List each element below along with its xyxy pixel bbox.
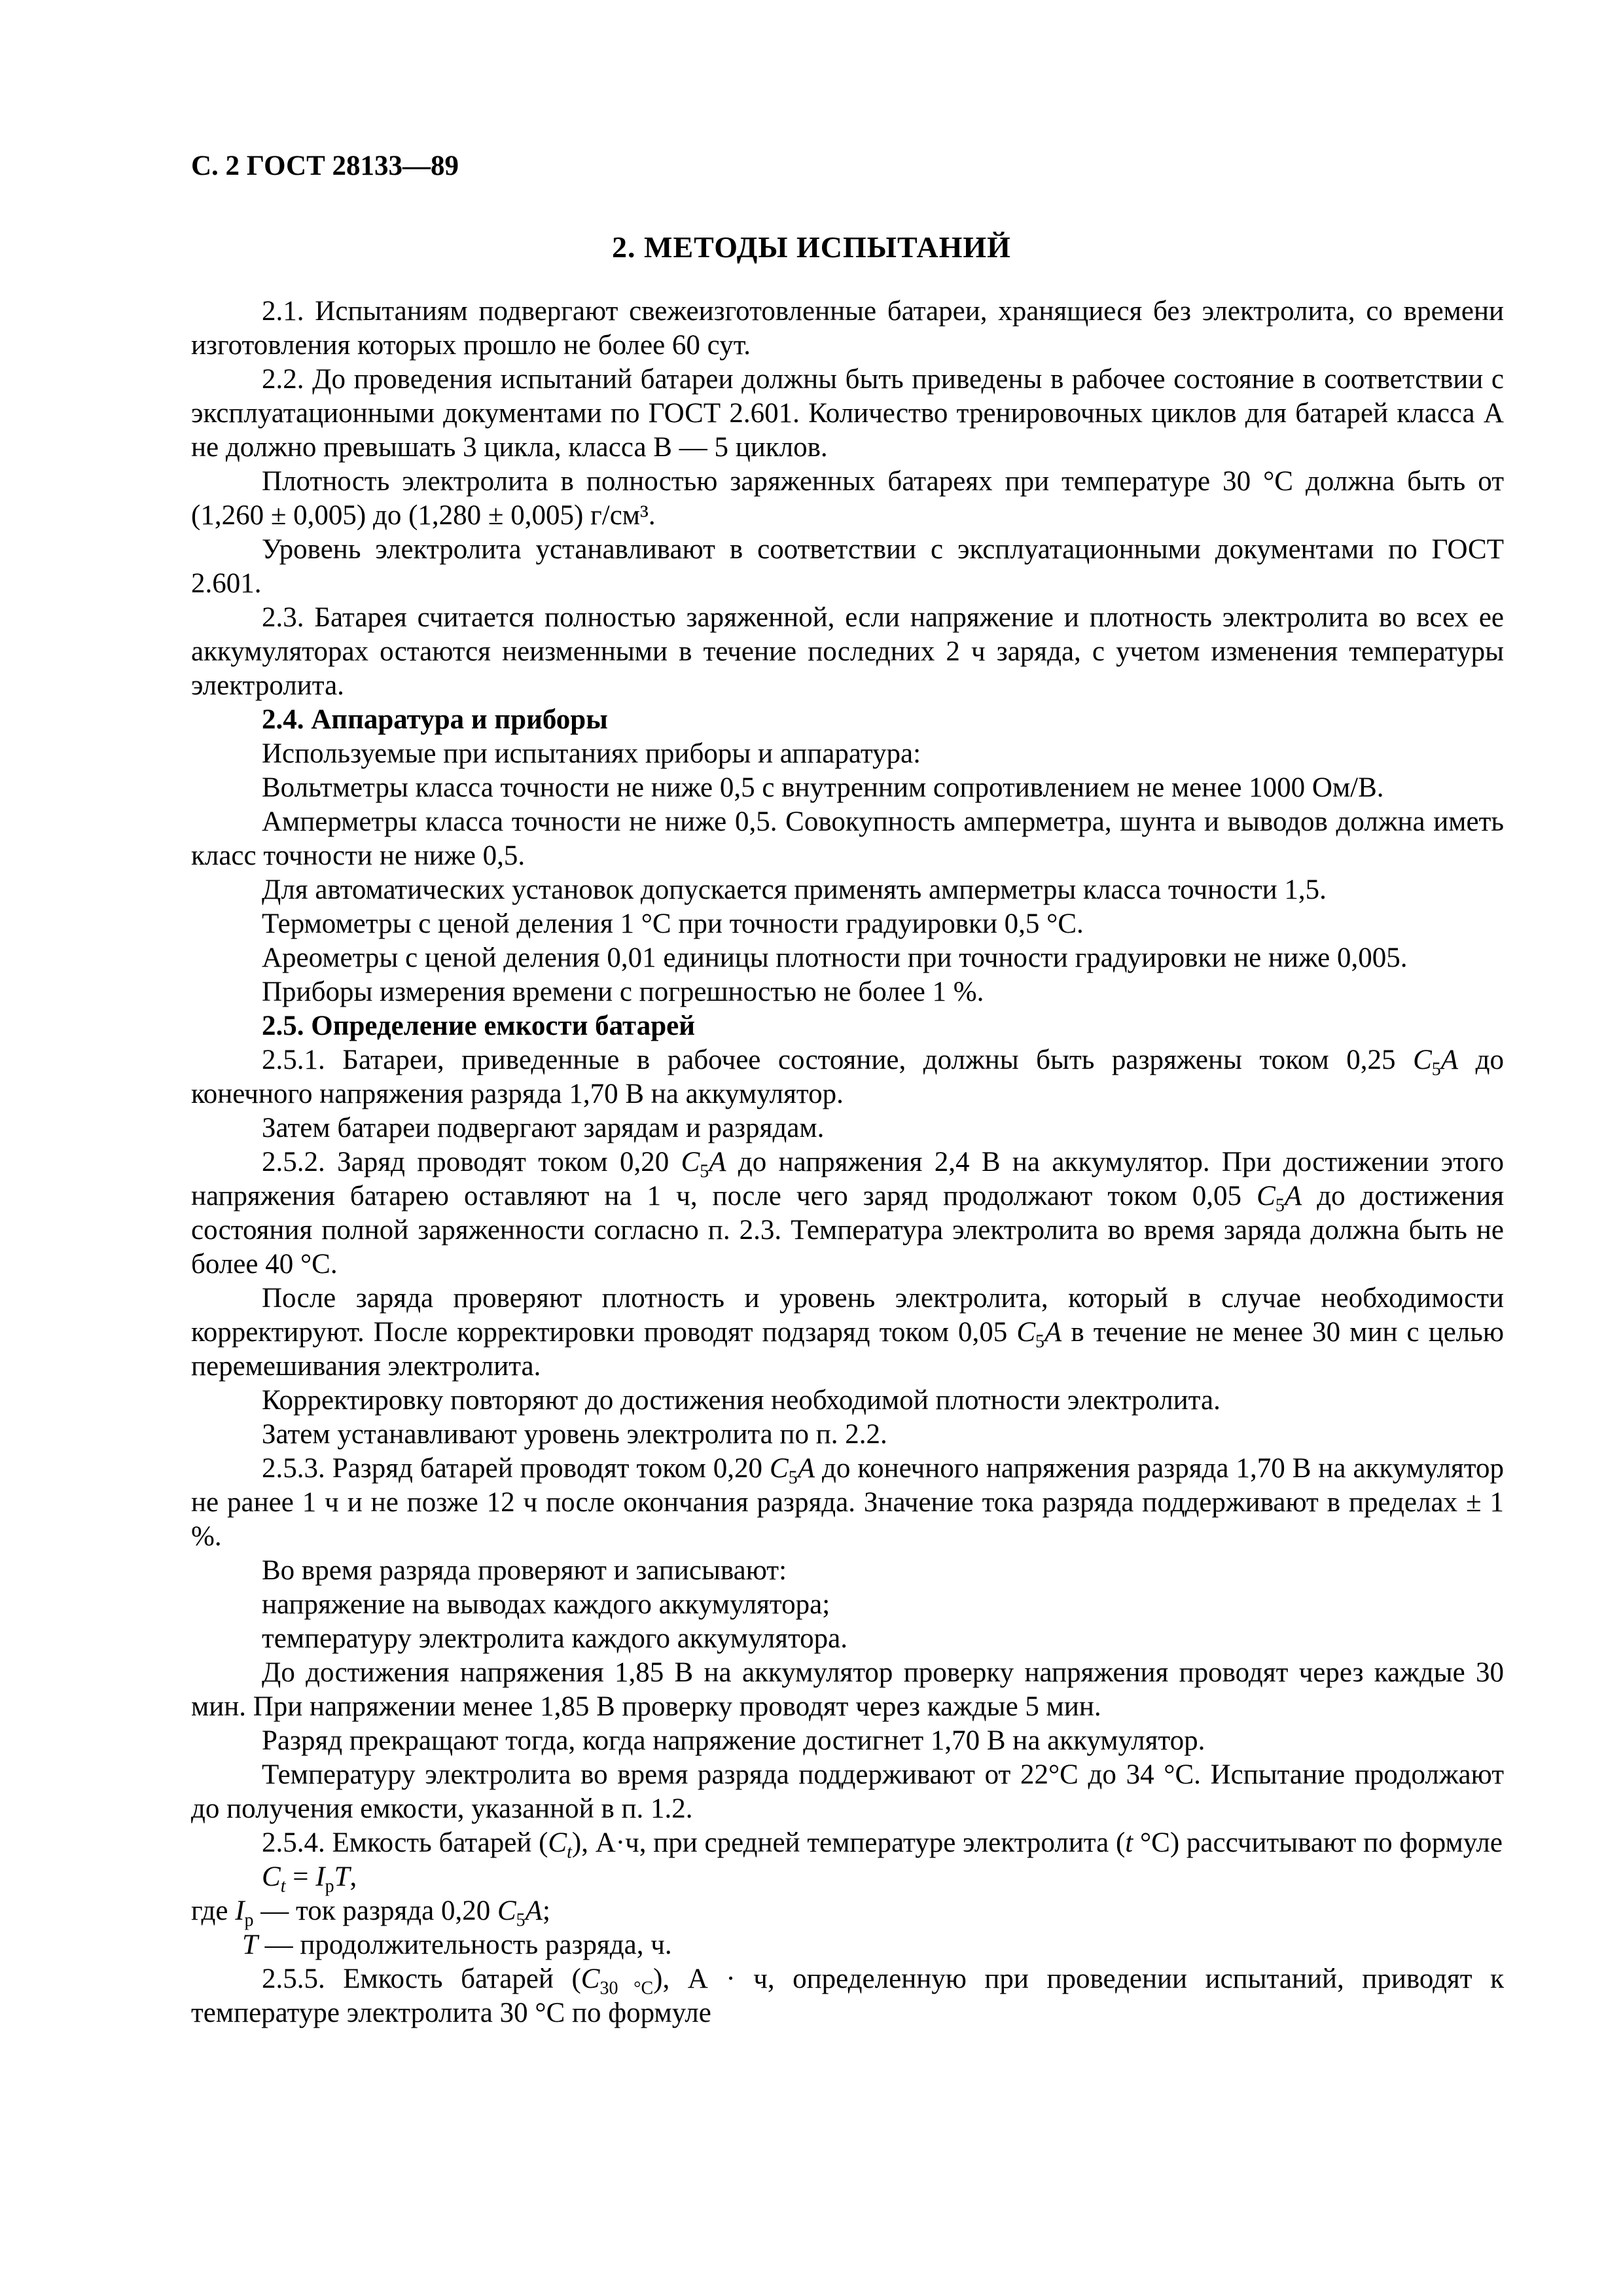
paragraph-automatic: Для автоматических установок допускается применять амперметры класса точности 1,5. [262,874,1327,905]
paragraph-voltmeters: Вольтметры класса точности не ниже 0,5 с внутренним сопротивлением не менее 1000 Ом/В. [262,772,1384,803]
paragraph-record-intro: Во время разряда проверяют и записывают: [262,1555,787,1586]
paragraph-electrolyte-density: Плотность электролита в полностью заряженных батареях при температуре 30 °С должна быть от (1,260 ± 0,005) до (1,280 ± 0,005) г/см³. [191,466,1504,531]
subsection-2-5-title: 2.5. Определение емкости батарей [262,1011,695,1041]
paragraph-2-5-1: 2.5.1. Батареи, приведенные в рабочее состояние, должны быть разряжены током 0,25 $C_5A$ до конечного напряжения разряда 1,70 В на аккумулятор. [191,1045,1505,1109]
paragraph-electrolyte-level: Уровень электролита устанавливают в соответствии с эксплуатационными документами по ГОСТ 2.601. [191,534,1504,599]
paragraph-stop-discharge: Разряд прекращают тогда, когда напряжение достигнет 1,70 В на аккумулятор. [262,1725,1205,1756]
paragraph-ammeters: Амперметры класса точности не ниже 0,5. Совокупность амперметра, шунта и выводов должна иметь класс точности не ниже 0,5. [191,806,1504,871]
paragraph-after-charge: После заряда проверяют плотность и уровень электролита, который в случае необходимости корректируют. После корректировки проводят подзаряд током 0,05 $C_5A$ в течение не менее 30 мин с целью перемешивания электролита. [191,1283,1505,1382]
paragraph-time-instruments: Приборы измерения времени с погрешностью не более 1 %. [262,977,984,1007]
section-title: 2. МЕТОДЫ ИСПЫТАНИЙ [612,230,1011,264]
paragraph-thermometers: Термометры с ценой деления 1 °С при точности градуировки 0,5 °С. [262,908,1084,939]
paragraph-where-ip: где $I_р$ — ток разряда 0,20 $C_5A$; [191,1895,550,1931]
paragraph-correction: Корректировку повторяют до достижения необходимой плотности электролита. [262,1385,1221,1416]
formula-capacity: $C_t = I_рT$, [262,1861,357,1897]
paragraph-voltage-check: До достижения напряжения 1,85 В на аккумулятор проверку напряжения проводят через каждые 30 мин. При напряжении менее 1,85 В проверку проводят через каждые 5 мин. [191,1657,1504,1722]
paragraph-2-5-5: 2.5.5. Емкость батарей $(C_{30 ^\circ С})$, А · ч, определенную при проведении испытаний, приводят к температуре электролита 30 °С по формуле [191,1964,1504,2028]
paragraph-2-5-4: 2.5.4. Емкость батарей $(C_t)$, А·ч, при средней температуре электролита (t °С) рассчитывают по формуле [262,1827,1503,1863]
paragraph-2-3: 2.3. Батарея считается полностью заряженной, если напряжение и плотность электролита во всех ее аккумуляторах остаются неизменными в течение последних 2 ч заряда, с учетом изменения температуры электролита. [191,602,1504,701]
paragraph-2-5-2: 2.5.2. Заряд проводят током 0,20 $C_5A$ до напряжения 2,4 В на аккумулятор. При достижении этого напряжения батарею оставляют на 1 ч, после чего заряд продолжают током 0,05 $C_5A$ до достижения состояния полной заряженности согласно п. 2.3. Температура электролита во время заряда должна быть не более 40 °С. [191,1147,1505,1280]
paragraph-areometers: Ареометры с ценой деления 0,01 единицы плотности при точности градуировки не ниже 0,005. [262,942,1408,973]
document-body [191,295,1504,2030]
paragraph-instruments-intro: Используемые при испытаниях приборы и аппаратура: [262,738,921,769]
paragraph-2-2: 2.2. До проведения испытаний батареи должны быть приведены в рабочее состояние в соответствии с эксплуатационными документами по ГОСТ 2.601. Количество тренировочных циклов для батарей класса А не должно превышать 3 цикла, класса В — 5 циклов. [191,364,1504,463]
paragraph-where-t: T — продолжительность разряда, ч. [242,1929,672,1960]
paragraph-record-voltage: напряжение на выводах каждого аккумулятора; [262,1589,830,1620]
paragraph-record-temperature: температуру электролита каждого аккумулятора. [262,1623,848,1654]
paragraph-level-set: Затем устанавливают уровень электролита по п. 2.2. [262,1419,887,1450]
subsection-2-4-title: 2.4. Аппаратура и приборы [262,704,608,735]
paragraph-charge-discharge: Затем батареи подвергают зарядам и разрядам. [262,1113,825,1143]
paragraph-2-1: 2.1. Испытаниям подвергают свежеизготовленные батареи, хранящиеся без электролита, со времени изготовления которых прошло не более 60 сут. [191,296,1504,361]
paragraph-temperature-range: Температуру электролита во время разряда поддерживают от 22°С до 34 °С. Испытание продолжают до получения емкости, указанной в п. 1.2. [191,1759,1504,1824]
page-header: С. 2 ГОСТ 28133—89 [191,151,459,181]
paragraph-2-5-3: 2.5.3. Разряд батарей проводят током 0,20 $C_5A$ до конечного напряжения разряда 1,70 В на аккумулятор не ранее 1 ч и не позже 12 ч после окончания разряда. Значение тока разряда поддерживают в пределах ± 1 %. [191,1453,1504,1552]
